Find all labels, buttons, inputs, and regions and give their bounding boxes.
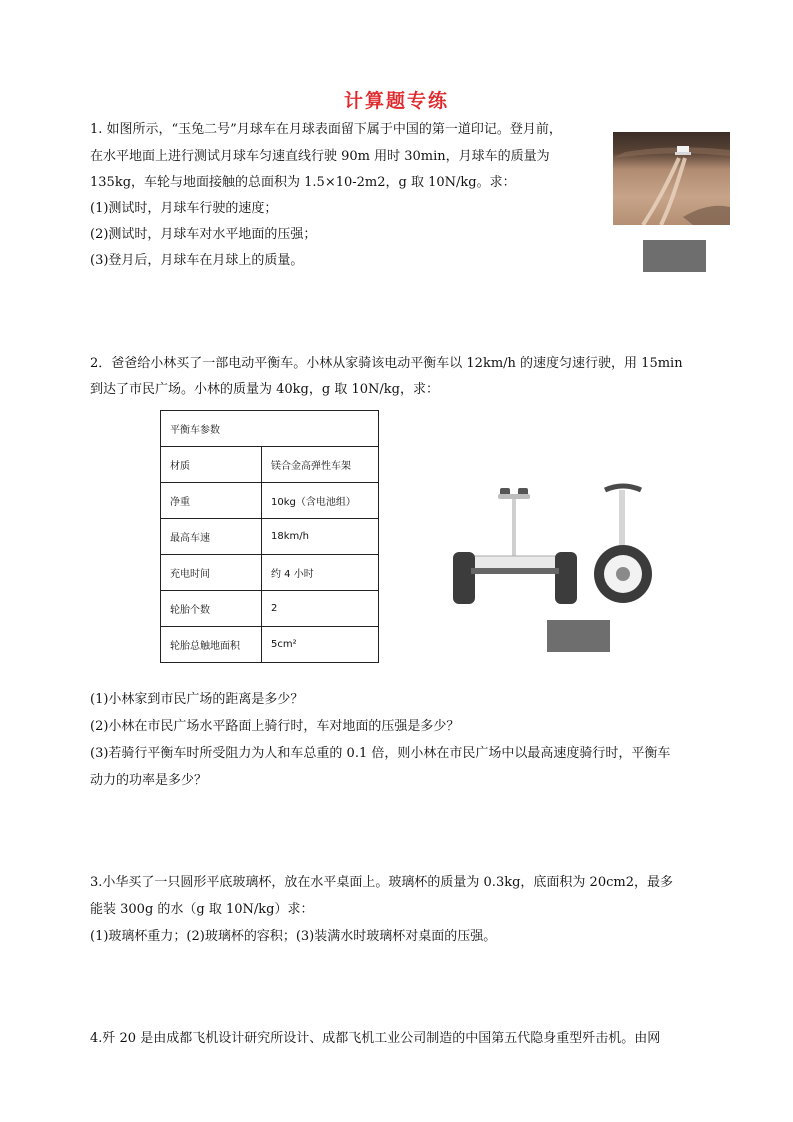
table-row bbox=[161, 411, 379, 447]
balance-car-side-view bbox=[594, 486, 652, 603]
q3-sub-question: (1)玻璃杯重力；(2)玻璃杯的容积；(3)装满水时玻璃杯对桌面的压强。 bbox=[90, 929, 497, 944]
q1-sub-question: (1)测试时，月球车行驶的速度； bbox=[90, 201, 278, 216]
q3-line: 3.小华买了一只圆形平底玻璃杯，放在水平桌面上。玻璃杯的质量为 0.3kg，底面积为 20cm2，最多 bbox=[90, 875, 673, 890]
balance-car-front-view bbox=[453, 488, 577, 604]
q3-line: 能装 300g 的水（g 取 10N/kg）求： bbox=[90, 902, 314, 917]
q1-line: 135kg，车轮与地面接触的总面积为 1.5×10-2m2，g 取 10N/kg。求： bbox=[90, 175, 516, 190]
table-cell-key: 材质 bbox=[161, 447, 262, 483]
q1-line: 在水平地面上进行测试月球车匀速直线行驶 90m 用时 30min，月球车的质量为 bbox=[90, 149, 550, 164]
q4-line: 4.歼 20 是由成都飞机设计研究所设计、成都飞机工业公司制造的中国第五代隐身重型歼击机。由网 bbox=[90, 1031, 661, 1046]
table-cell-key: 净重 bbox=[161, 483, 262, 519]
table-row bbox=[161, 627, 379, 663]
table-cell-key: 最高车速 bbox=[161, 519, 262, 555]
table-row bbox=[161, 555, 379, 591]
table-cell-value: 镁合金高弹性车架 bbox=[262, 447, 379, 483]
q2-sub-question: (1)小林家到市民广场的距离是多少？ bbox=[90, 692, 304, 707]
table-cell-value: 5cm² bbox=[262, 627, 379, 663]
q2-sub-question: 动力的功率是多少？ bbox=[90, 773, 208, 788]
table-row bbox=[161, 483, 379, 519]
table-cell-value: 18km/h bbox=[262, 519, 379, 555]
q1-sub-question: (2)测试时，月球车对水平地面的压强； bbox=[90, 227, 317, 242]
q2-line: 2．爸爸给小林买了一部电动平衡车。小林从家骑该电动平衡车以 12km/h 的速度匀速行驶，用 15min bbox=[90, 356, 683, 371]
q2-sub-question: (2)小林在市民广场水平路面上骑行时，车对地面的压强是多少？ bbox=[90, 719, 460, 734]
balance-car-parameter-table bbox=[160, 410, 379, 663]
table-cell-value: 约 4 小时 bbox=[262, 555, 379, 591]
table-cell-key: 轮胎个数 bbox=[161, 591, 262, 627]
q1-line: 1. 如图所示，“玉兔二号”月球车在月球表面留下属于中国的第一道印记。登月前， bbox=[90, 122, 562, 137]
q2-line: 到达了市民广场。小林的质量为 40kg，g 取 10N/kg，求： bbox=[90, 382, 439, 397]
image-placeholder bbox=[547, 620, 610, 652]
q1-sub-question: (3)登月后，月球车在月球上的质量。 bbox=[90, 253, 304, 268]
table-row bbox=[161, 591, 379, 627]
q2-sub-question: (3)若骑行平衡车时所受阻力为人和车总重的 0.1 倍，则小林在市民广场中以最高速度骑行时，平衡车 bbox=[90, 746, 671, 761]
page-title: 计算题专练 bbox=[343, 90, 449, 112]
table-header: 平衡车参数 bbox=[161, 411, 379, 447]
lunar-rover-photo bbox=[613, 132, 730, 225]
table-cell-value: 2 bbox=[262, 591, 379, 627]
balance-car-illustration bbox=[445, 482, 675, 612]
table-cell-key: 充电时间 bbox=[161, 555, 262, 591]
table-cell-key: 轮胎总触地面积 bbox=[161, 627, 262, 663]
table-cell-value: 10kg（含电池组） bbox=[262, 483, 379, 519]
lunar-surface-image bbox=[613, 132, 730, 225]
image-placeholder bbox=[643, 240, 706, 272]
table-row bbox=[161, 447, 379, 483]
table-row bbox=[161, 519, 379, 555]
